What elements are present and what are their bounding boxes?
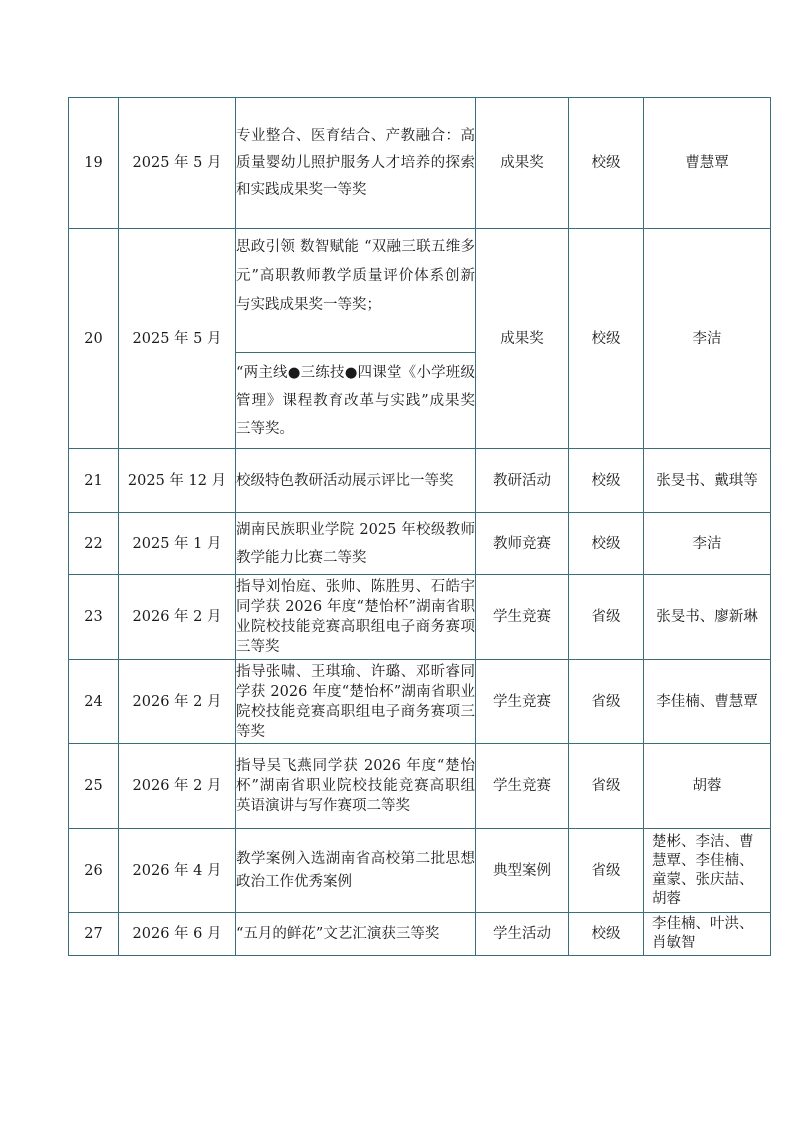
table-row	[69, 575, 771, 660]
recipient-names: 李洁	[644, 229, 771, 449]
award-date: 2025 年 1 月	[119, 513, 236, 575]
table-row	[69, 98, 771, 229]
row-number: 19	[69, 98, 119, 229]
award-content: 湖南民族职业学院 2025 年校级教师教学能力比赛二等奖	[236, 513, 476, 575]
award-date: 2026 年 2 月	[119, 660, 236, 744]
row-number: 23	[69, 575, 119, 660]
award-type: 典型案例	[476, 829, 569, 913]
award-date: 2025 年 5 月	[119, 98, 236, 229]
award-level: 省级	[569, 575, 644, 660]
recipient-names: 李佳楠、曹慧覃	[644, 660, 771, 744]
award-level: 校级	[569, 913, 644, 956]
awards-table	[68, 97, 771, 956]
row-number: 26	[69, 829, 119, 913]
row-number: 22	[69, 513, 119, 575]
row-number: 25	[69, 744, 119, 829]
row-number: 21	[69, 449, 119, 513]
award-date: 2026 年 2 月	[119, 575, 236, 660]
table-row	[69, 913, 771, 956]
recipient-names: 李佳楠、叶洪、肖敏智	[644, 913, 771, 956]
award-type: 学生活动	[476, 913, 569, 956]
award-type: 成果奖	[476, 229, 569, 449]
recipient-names: 张旻书、廖新琳	[644, 575, 771, 660]
award-type: 学生竞赛	[476, 575, 569, 660]
award-content: 校级特色教研活动展示评比一等奖	[236, 449, 476, 513]
award-level: 校级	[569, 229, 644, 449]
row-number: 24	[69, 660, 119, 744]
award-level: 省级	[569, 660, 644, 744]
award-content: 指导刘怡庭、张帅、陈胜男、石皓宇同学获 2026 年度“楚怡杯”湖南省职业院校技能竞赛高职组电子商务赛项三等奖	[236, 575, 476, 660]
recipient-names: 楚彬、李洁、曹慧覃、李佳楠、童蒙、张庆喆、胡蓉	[644, 829, 771, 913]
table-row	[69, 513, 771, 575]
award-type: 成果奖	[476, 98, 569, 229]
table-row	[69, 829, 771, 913]
award-content: “五月的鲜花”文艺汇演获三等奖	[236, 913, 476, 956]
award-content: 思政引领 数智赋能 “双融三联五维多元”高职教师教学质量评价体系创新与实践成果奖一等奖；	[236, 229, 476, 353]
award-date: 2026 年 2 月	[119, 744, 236, 829]
award-date: 2026 年 6 月	[119, 913, 236, 956]
table-row	[69, 449, 771, 513]
award-level: 校级	[569, 98, 644, 229]
award-type: 学生竞赛	[476, 660, 569, 744]
recipient-names: 胡蓉	[644, 744, 771, 829]
award-content-second: “两主线●三练技●四课堂《小学班级管理》课程教育改革与实践”成果奖三等奖。	[236, 353, 476, 449]
row-number: 27	[69, 913, 119, 956]
table-row	[69, 660, 771, 744]
award-level: 校级	[569, 449, 644, 513]
recipient-names: 曹慧覃	[644, 98, 771, 229]
award-date: 2026 年 4 月	[119, 829, 236, 913]
table-row	[69, 229, 771, 353]
recipient-names: 张旻书、戴琪等	[644, 449, 771, 513]
award-content: 指导吴飞燕同学获 2026 年度“楚怡杯”湖南省职业院校技能竞赛高职组英语演讲与写作赛项二等奖	[236, 744, 476, 829]
award-content: 教学案例入选湖南省高校第二批思想政治工作优秀案例	[236, 829, 476, 913]
award-date: 2025 年 12 月	[119, 449, 236, 513]
table-row	[69, 744, 771, 829]
award-type: 教研活动	[476, 449, 569, 513]
award-date: 2025 年 5 月	[119, 229, 236, 449]
award-content: 指导张啸、王琪瑜、许璐、邓昕睿同学获 2026 年度“楚怡杯”湖南省职业院校技能竞赛高职组电子商务赛项三等奖	[236, 660, 476, 744]
recipient-names: 李洁	[644, 513, 771, 575]
award-level: 校级	[569, 513, 644, 575]
award-level: 省级	[569, 829, 644, 913]
award-type: 学生竞赛	[476, 744, 569, 829]
award-content: 专业整合、医育结合、产教融合：高质量婴幼儿照护服务人才培养的探索和实践成果奖一等奖	[236, 98, 476, 229]
award-level: 省级	[569, 744, 644, 829]
award-type: 教师竞赛	[476, 513, 569, 575]
row-number: 20	[69, 229, 119, 449]
